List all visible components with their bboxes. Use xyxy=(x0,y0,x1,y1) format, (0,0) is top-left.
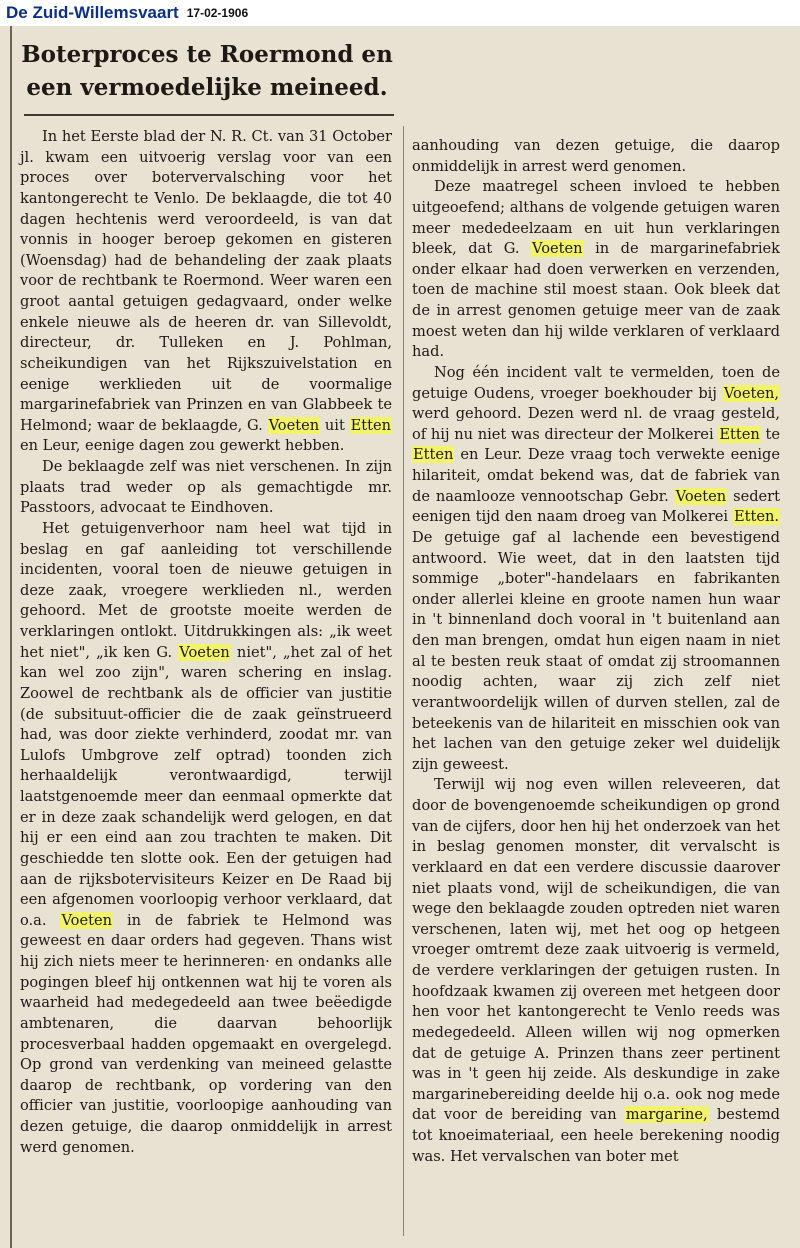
highlighted-term: Voeten xyxy=(179,643,230,661)
text-run: niet", „het zal of het kan wel zoo zijn", waren schering en inslag. Zoowel de rechtbank als de officier van justitie (de subsituut-officier die de zaak geïnstrueerd had, was door ziekte verhinderd, zoodat mr. van Lulofs Umbgrove zelf optrad) toonden zich herhaaldelijk verontwaardigd, terwijl laatstgenoemde meer dan eenmaal opmerkte dat er in deze zaak schandelijk werd gelogen, en dat hij er een eind aan zou trachten te maken. Dit geschiedde ten slotte ook. Een der getuigen had aan de rijksbotervisiteurs Keizer en De Raad bij een afgenomen voorloopig verhoor verklaard, dat o.a. xyxy=(20,643,392,929)
highlighted-term: Etten. xyxy=(733,508,779,526)
paragraph xyxy=(20,127,392,457)
publication-date: 17-02-1906 xyxy=(186,6,249,20)
article-title-line-2: een vermoedelijke meineed. xyxy=(26,74,388,101)
text-run: in de margarinefabriek onder elkaar had doen verwerken en verzenden, toen de machine stil moest staan. Ook bleek dat de in arrest genomen getuige meer van de zaak moest weten dan hij wilde verklaren of verklaard had. xyxy=(412,240,780,361)
highlighted-term: Etten xyxy=(413,446,454,464)
paragraph xyxy=(412,775,780,1167)
text-run: sedert eenigen tijd den naam droeg van Molkerei xyxy=(412,487,781,526)
left-border-rule xyxy=(10,26,12,1248)
text-run: De getuige gaf al lachende een bevestigend antwoord. Wie weet, dat in den laatsten tijd sommige „boter"-handelaars en fabrikanten onder allerlei kleine en groote namen hun waar in 't binnenland doch vooral in 't buitenland aan den man brengen, omdat hun eigen naam in niet al te besten reuk staat of omdat zij stroomannen noodig achten, waar zij zich zelf niet verantwoordelijk willen of durven stellen, zal de beteekenis van de hilariteit en misschien ook van het lachen van den getuige zeker wel duidelijk zijn geweest. xyxy=(412,528,780,773)
text-run: Nog één incident valt te vermelden, toen de getuige Oudens, vroeger boekhouder bij xyxy=(412,363,780,402)
article-title xyxy=(14,38,400,104)
newspaper-name: De Zuid-Willemsvaart xyxy=(6,3,179,22)
clipping-header xyxy=(0,0,800,26)
text-run: te xyxy=(765,425,780,443)
text-run: Het getuigenverhoor nam heel wat tijd in beslag en gaf aanleiding tot verschillende incidenten, vooral toen de nieuwe getuigen in deze zaak, vroegere werklieden nl., werden gehoord. Met de grootste moeite werden de verklaringen ontlokt. Uitdrukkingen als: „ik weet het niet", „ik ken G. xyxy=(20,519,392,661)
text-run: en Leur, eenige dagen zou gewerkt hebben. xyxy=(20,437,345,455)
text-run: bestemd tot knoeimateriaal, een heele berekening noodig was. Het vervalschen van boter met xyxy=(412,1106,780,1165)
highlighted-term: Voeten xyxy=(268,416,320,434)
column-separator xyxy=(403,126,404,1236)
highlighted-term: Voeten xyxy=(61,911,113,929)
text-run: Terwijl wij nog even willen releveeren, dat door de bovengenoemde scheikundigen op grond van de cijfers, door hen hij het onderzoek van het in beslag genomen monster, dit vervalscht is verklaard en dat een verdere discussie daarover niet plaats vond, wijl de scheikundigen, die van wege den beklaagde zouden optreden niet waren verschenen, laten wij, met het oog op hetgeen vroeger omtremt deze zaak uitvoerig is vermeld, de verdere verklaringen der getuigen rusten. In hoofdzaak kwamen zij overeen met hetgeen door hen voor het kantongerecht te Venlo reeds was medegedeeld. Alleen willen wij nog opmerken dat de getuige A. Prinzen thans zeer pertinent was in 't geen hij zeide. Als deskundige in zake margarinebereiding deelde hij o.a. ook nog mede dat voor de bereiding van xyxy=(412,776,780,1124)
highlighted-term: Voeten xyxy=(675,487,727,505)
highlighted-term: Etten xyxy=(719,425,760,443)
newspaper-clipping xyxy=(0,26,800,1248)
text-run: uit xyxy=(324,416,345,434)
article-column-right xyxy=(412,136,780,1167)
text-run: Deze maatregel scheen invloed te hebben uitgeoefend; althans de volgende getuigen waren meer mededeelzaam en uit hun verklaringen bleek, dat G. xyxy=(412,178,780,258)
paragraph: De beklaagde zelf was niet verschenen. In zijn plaats trad weder op als gemachtigde mr. Passtoors, advocaat te Eindhoven. xyxy=(20,458,392,517)
paragraph xyxy=(412,363,780,776)
paragraph xyxy=(412,177,780,363)
paragraph xyxy=(20,519,392,1158)
text-run: en Leur. Deze vraag toch verwekte eenige hilariteit, omdat bekend was, dat de fabriek van de naamlooze vennootschap Gebr. xyxy=(412,446,780,505)
highlighted-term: Etten xyxy=(350,416,392,434)
text-run: werd gehoord. Dezen werd nl. de vraag gesteld, of hij nu niet was directeur der Molkerei xyxy=(412,405,780,443)
paragraph: aanhouding van dezen getuige, die daarop onmiddelijk in arrest werd genomen. xyxy=(412,137,780,175)
highlighted-term: margarine, xyxy=(625,1106,708,1124)
highlighted-term: Voeten, xyxy=(723,384,780,402)
article-title-line-1: Boterproces te Roermond en xyxy=(21,41,393,68)
text-run: in de fabriek te Helmond was geweest en daar orders had gegeven. Thans wist hij zich niets meer te herinneren· en ondanks alle pogingen bleef hij ontkennen wat hij te voren als waarheid had medegedeeld aan twee beëedigde ambtenaren, die daarvan behoorlijk procesverbaal hadden opgemaakt en overgelegd. Op grond van verdenking van meineed gelastte daarop de rechtbank, op vordering van den officier van justitie, voorloopige aanhouding van dezen getuige, die daarop onmiddelijk in arrest werd genomen. xyxy=(20,911,392,1156)
text-run: In het Eerste blad der N. R. Ct. van 31 October jl. kwam een uitvoerig verslag voor van een proces over botervervalsching voor het kantongerecht te Venlo. De beklaagde, die tot 40 dagen hechtenis werd veroordeeld, is van dat vonnis in hooger beroep gekomen en gisteren (Woensdag) had de behandeling der zaak plaats voor de rechtbank te Roermond. Weer waren een groot aantal getuigen gedagvaard, onder welke enkele nieuwe als de heeren dr. van Sillevoldt, directeur, dr. Tulleken en J. Pohlman, scheikundigen van het Rijkszuivelstation en eenige werklieden uit de voormalige margarinefabriek van Prinzen en van Glabbeek te Helmond; waar de beklaagde, G. xyxy=(20,128,392,434)
article-column-left xyxy=(20,127,392,1158)
title-divider xyxy=(24,114,394,116)
highlighted-term: Voeten xyxy=(532,240,583,258)
